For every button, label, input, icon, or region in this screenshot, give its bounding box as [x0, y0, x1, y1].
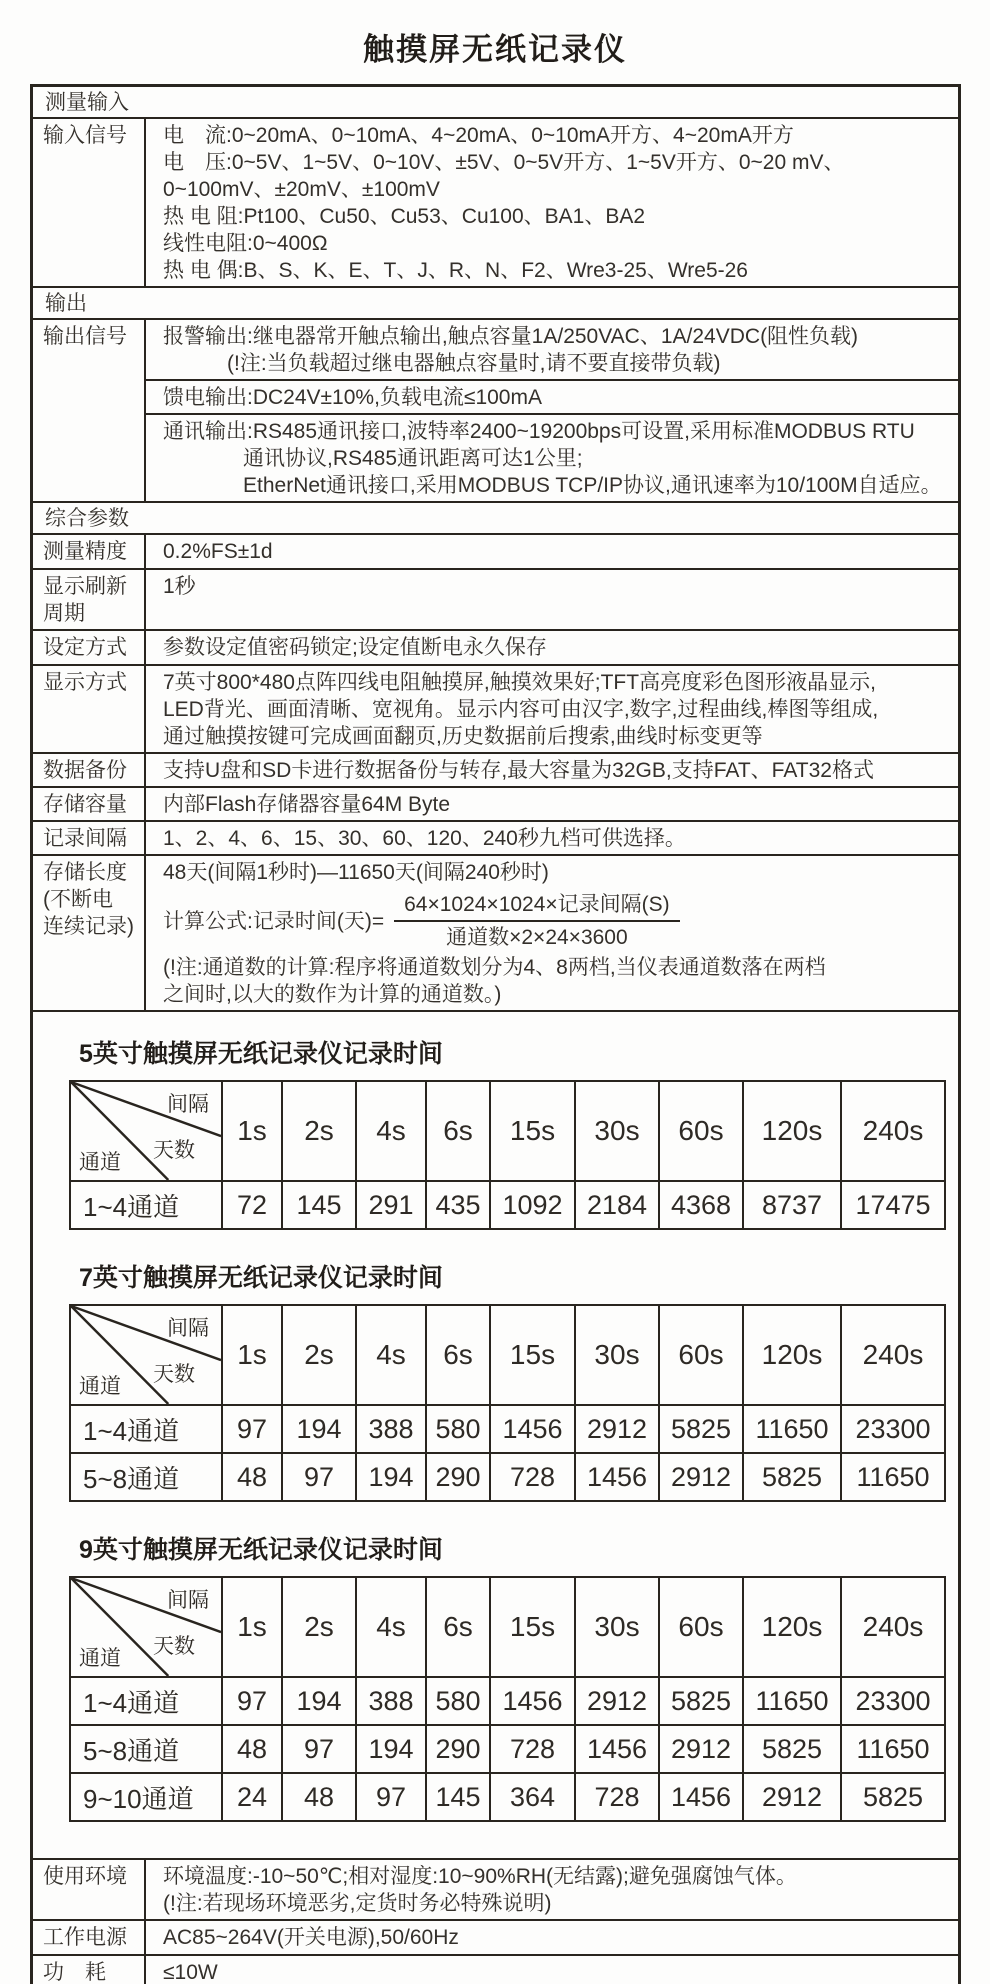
value-cell: 580 — [426, 1405, 490, 1453]
value-cell: 48 — [282, 1773, 356, 1821]
record-table-title: 9英寸触摸屏无纸记录仪记录时间 — [79, 1536, 443, 1564]
header-cell: 120s — [743, 1305, 841, 1405]
value-cell: 97 — [282, 1725, 356, 1773]
header-cell: 60s — [659, 1305, 743, 1405]
value-cell: 2912 — [659, 1725, 743, 1773]
value-cell: 364 — [490, 1773, 575, 1821]
row-value — [146, 320, 958, 501]
row-label: 使用环境 — [33, 1860, 146, 1919]
environment-line: 环境温度:-10~50℃;相对湿度:10~90%RH(无结露);避免强腐蚀气体。 — [163, 1865, 797, 1888]
header-cell: 30s — [575, 1305, 659, 1405]
header-cell: 1s — [222, 1577, 282, 1677]
spec-row-interval — [33, 820, 958, 854]
value-cell: 8737 — [743, 1181, 841, 1229]
value-cell: 11650 — [743, 1405, 841, 1453]
row-label: 数据备份 — [33, 754, 146, 786]
header-cell: 15s — [490, 1577, 575, 1677]
row-label-line: 显示刷新 — [43, 575, 127, 598]
spec-row-storage-length — [33, 854, 958, 1010]
row-label: 输出信号 — [33, 320, 146, 501]
table-row — [70, 1725, 945, 1773]
value-cell: 728 — [490, 1725, 575, 1773]
corner-days-label: 天数 — [153, 1139, 195, 1162]
row-value — [146, 666, 958, 752]
spec-row-capacity — [33, 786, 958, 820]
header-cell: 240s — [841, 1577, 945, 1677]
table-row — [70, 1181, 945, 1229]
formula-denominator: 通道数×2×24×3600 — [446, 926, 628, 949]
row-value: 内部Flash存储器容量64M Byte — [163, 793, 451, 816]
value-cell: 72 — [222, 1181, 282, 1229]
header-cell: 60s — [659, 1081, 743, 1181]
section-header-measure-input: 测量输入 — [45, 91, 129, 114]
value-cell: 48 — [222, 1725, 282, 1773]
spec-row-input-signal — [33, 117, 958, 286]
value-cell: 728 — [490, 1453, 575, 1501]
record-tables-section — [33, 1010, 958, 1858]
header-cell: 6s — [426, 1577, 490, 1677]
row-label-cell: 1~4通道 — [70, 1405, 222, 1453]
value-cell: 145 — [282, 1181, 356, 1229]
table-row — [70, 1773, 945, 1821]
alarm-output-note: (!注:当负载超过继电器触点容量时,请不要直接带负载) — [227, 352, 721, 375]
record-table-5inch — [69, 1038, 958, 1230]
row-value: ≤10W — [163, 1961, 218, 1984]
value-cell: 5825 — [659, 1405, 743, 1453]
corner-interval-label: 间隔 — [167, 1589, 209, 1612]
header-cell: 4s — [356, 1305, 426, 1405]
record-table-9inch — [69, 1534, 958, 1822]
value-cell: 580 — [426, 1677, 490, 1725]
spec-row-output-signal — [33, 318, 958, 501]
input-signal-line: 热 电 偶:B、S、K、E、T、J、R、N、F2、Wre3-25、Wre5-26 — [163, 259, 748, 282]
feed-output-cell — [146, 379, 958, 413]
spec-row-consumption — [33, 1954, 958, 1984]
table-row — [70, 1405, 945, 1453]
header-cell: 1s — [222, 1081, 282, 1181]
value-cell: 5825 — [743, 1725, 841, 1773]
row-value: AC85~264V(开关电源),50/60Hz — [163, 1926, 459, 1949]
header-cell: 15s — [490, 1305, 575, 1405]
value-cell: 17475 — [841, 1181, 945, 1229]
value-cell: 11650 — [841, 1453, 945, 1501]
row-value: 参数设定值密码锁定;设定值断电永久保存 — [163, 636, 547, 659]
value-cell: 145 — [426, 1773, 490, 1821]
value-cell: 11650 — [743, 1677, 841, 1725]
row-value — [146, 1860, 958, 1919]
header-cell: 4s — [356, 1081, 426, 1181]
value-cell: 5825 — [743, 1453, 841, 1501]
section-header-output: 输出 — [33, 286, 958, 318]
storage-range-line: 48天(间隔1秒时)—11650天(间隔240秒时) — [163, 861, 549, 884]
page-title: 触摸屏无纸记录仪 — [363, 32, 627, 67]
table-row — [70, 1453, 945, 1501]
value-cell: 23300 — [841, 1405, 945, 1453]
environment-note: (!注:若现场环境恶劣,定货时务必特殊说明) — [163, 1892, 552, 1915]
header-cell: 2s — [282, 1305, 356, 1405]
row-label-line: 连续记录) — [43, 915, 134, 938]
alarm-output-cell — [146, 320, 958, 379]
row-label-line: 周期 — [43, 602, 85, 625]
row-value: 0.2%FS±1d — [163, 540, 273, 563]
storage-formula — [163, 891, 946, 951]
header-cell: 30s — [575, 1081, 659, 1181]
record-table-title: 5英寸触摸屏无纸记录仪记录时间 — [79, 1040, 443, 1068]
header-cell: 15s — [490, 1081, 575, 1181]
value-cell: 194 — [356, 1725, 426, 1773]
row-value: 1秒 — [163, 575, 196, 598]
row-label-cell: 1~4通道 — [70, 1677, 222, 1725]
value-cell: 2912 — [659, 1453, 743, 1501]
row-label: 设定方式 — [33, 631, 146, 664]
input-signal-line: 电 压:0~5V、1~5V、0~10V、±5V、0~5V开方、1~5V开方、0~20 mV、 — [163, 151, 845, 174]
value-cell: 2912 — [575, 1405, 659, 1453]
row-label: 存储容量 — [33, 788, 146, 820]
value-cell: 97 — [356, 1773, 426, 1821]
value-cell: 1456 — [490, 1405, 575, 1453]
row-value: 1、2、4、6、15、30、60、120、240秒九档可供选择。 — [163, 827, 686, 850]
row-label: 测量精度 — [33, 535, 146, 568]
row-label-line: 存储长度 — [43, 861, 127, 884]
header-cell: 60s — [659, 1577, 743, 1677]
value-cell: 2184 — [575, 1181, 659, 1229]
comm-output-line: 通讯协议,RS485通讯距离可达1公里; — [243, 447, 583, 470]
row-label-cell: 1~4通道 — [70, 1181, 222, 1229]
value-cell: 23300 — [841, 1677, 945, 1725]
corner-channel-label: 通道 — [79, 1647, 121, 1670]
header-cell: 120s — [743, 1577, 841, 1677]
row-label: 功 耗 — [33, 1956, 146, 1984]
value-cell: 1092 — [490, 1181, 575, 1229]
section-header-general: 综合参数 — [33, 501, 958, 533]
value-cell: 48 — [222, 1453, 282, 1501]
value-cell: 194 — [282, 1405, 356, 1453]
record-time-table — [69, 1304, 946, 1502]
row-label — [33, 570, 146, 629]
display-line: 通过触摸按键可完成画面翻页,历史数据前后搜索,曲线时标变更等 — [163, 725, 763, 748]
corner-days-label: 天数 — [153, 1635, 195, 1658]
corner-days-label: 天数 — [153, 1363, 195, 1386]
row-label: 记录间隔 — [33, 822, 146, 854]
spec-table — [30, 84, 961, 1984]
record-table-7inch — [69, 1262, 958, 1502]
row-value — [146, 119, 958, 286]
header-cell: 6s — [426, 1081, 490, 1181]
spec-row-backup — [33, 752, 958, 786]
record-time-table — [69, 1576, 946, 1822]
display-line: LED背光、画面清晰、宽视角。显示内容可由汉字,数字,过程曲线,棒图等组成, — [163, 698, 879, 721]
spec-row-environment — [33, 1858, 958, 1919]
diagonal-corner-cell — [70, 1577, 222, 1677]
header-cell: 1s — [222, 1305, 282, 1405]
value-cell: 435 — [426, 1181, 490, 1229]
row-label: 输入信号 — [33, 119, 146, 286]
header-cell: 240s — [841, 1305, 945, 1405]
comm-output-cell — [146, 413, 958, 501]
row-label — [33, 856, 146, 1010]
header-cell: 240s — [841, 1081, 945, 1181]
header-cell: 2s — [282, 1081, 356, 1181]
storage-note-line: (!注:通道数的计算:程序将通道数划分为4、8两档,当仪表通道数落在两档 — [163, 956, 826, 979]
spec-row-accuracy — [33, 533, 958, 568]
value-cell: 4368 — [659, 1181, 743, 1229]
value-cell: 291 — [356, 1181, 426, 1229]
value-cell: 1456 — [575, 1725, 659, 1773]
header-cell: 4s — [356, 1577, 426, 1677]
value-cell: 1456 — [659, 1773, 743, 1821]
value-cell: 388 — [356, 1677, 426, 1725]
row-label-cell: 9~10通道 — [70, 1773, 222, 1821]
value-cell: 728 — [575, 1773, 659, 1821]
corner-channel-label: 通道 — [79, 1151, 121, 1174]
row-value: 支持U盘和SD卡进行数据备份与转存,最大容量为32GB,支持FAT、FAT32格式 — [163, 759, 874, 782]
formula-fraction — [394, 891, 680, 951]
value-cell: 1456 — [575, 1453, 659, 1501]
spec-row-display — [33, 664, 958, 752]
input-signal-line: 电 流:0~20mA、0~10mA、4~20mA、0~10mA开方、4~20mA开方 — [163, 124, 794, 147]
corner-channel-label: 通道 — [79, 1375, 121, 1398]
header-cell: 30s — [575, 1577, 659, 1677]
value-cell: 97 — [282, 1453, 356, 1501]
value-cell: 388 — [356, 1405, 426, 1453]
corner-interval-label: 间隔 — [167, 1093, 209, 1116]
diagonal-corner-cell — [70, 1081, 222, 1181]
value-cell: 290 — [426, 1453, 490, 1501]
formula-prefix: 计算公式:记录时间(天)= — [163, 909, 385, 933]
value-cell: 194 — [356, 1453, 426, 1501]
row-label-cell: 5~8通道 — [70, 1453, 222, 1501]
diagonal-corner-cell — [70, 1305, 222, 1405]
value-cell: 290 — [426, 1725, 490, 1773]
formula-numerator: 64×1024×1024×记录间隔(S) — [394, 891, 680, 922]
value-cell: 1456 — [490, 1677, 575, 1725]
value-cell: 11650 — [841, 1725, 945, 1773]
row-label-line: (不断电 — [43, 888, 113, 911]
value-cell: 5825 — [659, 1677, 743, 1725]
spec-row-refresh — [33, 568, 958, 629]
value-cell: 97 — [222, 1405, 282, 1453]
table-row — [70, 1677, 945, 1725]
record-time-table — [69, 1080, 946, 1230]
value-cell: 5825 — [841, 1773, 945, 1821]
comm-output-line: EtherNet通讯接口,采用MODBUS TCP/IP协议,通讯速率为10/100M自适应。 — [243, 474, 942, 497]
row-label: 显示方式 — [33, 666, 146, 752]
alarm-output-line: 报警输出:继电器常开触点输出,触点容量1A/250VAC、1A/24VDC(阻性负载) — [163, 325, 859, 348]
corner-interval-label: 间隔 — [167, 1317, 209, 1340]
value-cell: 97 — [222, 1677, 282, 1725]
display-line: 7英寸800*480点阵四线电阻触摸屏,触摸效果好;TFT高亮度彩色图形液晶显示, — [163, 671, 876, 694]
input-signal-line: 热 电 阻:Pt100、Cu50、Cu53、Cu100、BA1、BA2 — [163, 205, 646, 228]
record-table-title: 7英寸触摸屏无纸记录仪记录时间 — [79, 1264, 443, 1292]
value-cell: 24 — [222, 1773, 282, 1821]
header-cell: 120s — [743, 1081, 841, 1181]
feed-output-line: 馈电输出:DC24V±10%,负载电流≤100mA — [163, 386, 542, 409]
row-label-cell: 5~8通道 — [70, 1725, 222, 1773]
comm-output-line: 通讯输出:RS485通讯接口,波特率2400~19200bps可设置,采用标准MODBUS RTU — [163, 420, 915, 443]
row-value — [146, 856, 958, 1010]
input-signal-line: 0~100mV、±20mV、±100mV — [163, 178, 440, 201]
value-cell: 2912 — [575, 1677, 659, 1725]
spec-row-setting — [33, 629, 958, 664]
storage-note-line: 之间时,以大的数作为计算的通道数。) — [163, 983, 502, 1006]
row-label: 工作电源 — [33, 1921, 146, 1954]
spec-row-power — [33, 1919, 958, 1954]
header-cell: 2s — [282, 1577, 356, 1677]
value-cell: 2912 — [743, 1773, 841, 1821]
value-cell: 194 — [282, 1677, 356, 1725]
header-cell: 6s — [426, 1305, 490, 1405]
input-signal-line: 线性电阻:0~400Ω — [163, 232, 328, 255]
